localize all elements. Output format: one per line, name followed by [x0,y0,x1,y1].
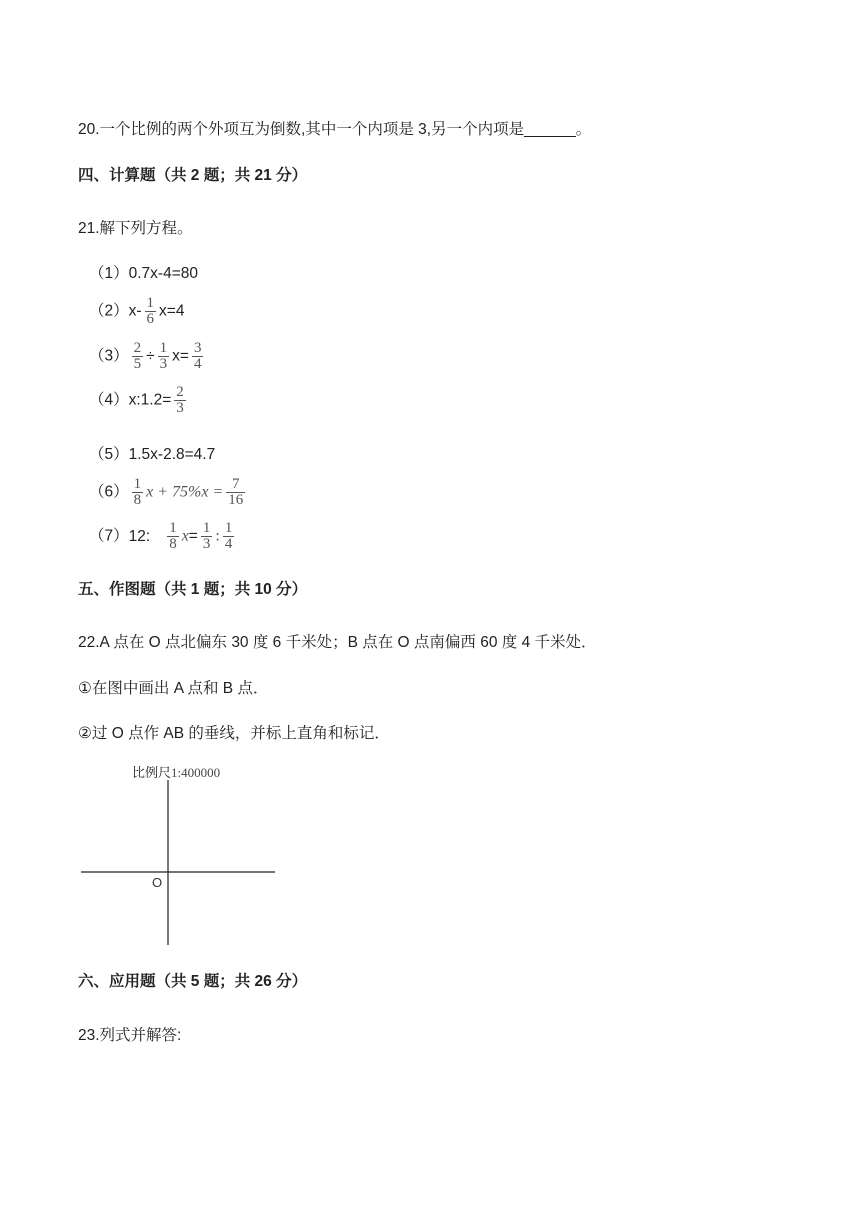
equation-3-mid: x= [172,347,189,365]
fraction-numerator: 1 [169,520,177,536]
question-23-title: 23.列式并解答: [78,1027,182,1044]
equation-2-post: x=4 [159,302,185,320]
equation-4-pre: x:1.2= [128,391,172,409]
equation-6-label: （6） [89,483,129,501]
scale-prefix: 比例尺 [132,765,172,780]
equation-4-label: （4） [89,391,129,409]
equation-2-pre: x- [128,302,142,320]
fraction-denominator: 5 [133,356,142,372]
equation-4 [89,385,189,416]
equation-3 [89,341,206,372]
equation-7-var: x [181,527,189,545]
fraction-numerator: 1 [146,295,155,311]
equation-3-label: （3） [89,347,129,365]
equation-7-pre: 12: [128,527,151,545]
equation-1 [89,261,198,283]
fraction-denominator: 3 [202,536,211,552]
equation-7-label: （7） [89,527,129,545]
equation-1-text: 0.7x-4=80 [128,265,198,282]
equation-5-text: 1.5x-2.8=4.7 [128,446,216,463]
section-heading-drawing: 五、作图题（共 1 题；共 10 分） [78,581,308,598]
fraction-denominator: 4 [193,356,202,372]
equation-3-fraction-3 [192,341,204,372]
section-heading-calculation: 四、计算题（共 2 题；共 21 分） [78,167,308,184]
equation-3-fraction-1 [132,341,144,372]
fraction-denominator: 3 [159,356,168,372]
equation-6 [89,477,248,508]
equation-5 [89,442,215,464]
fraction-numerator: 1 [133,476,142,492]
section-heading-application: 六、应用题（共 5 题；共 26 分） [78,973,308,990]
equation-6-fraction-1 [132,477,144,508]
fraction-numerator: 2 [133,340,142,356]
equation-7-fraction-2 [201,521,213,552]
equation-6-mid: x + 75%x = [146,483,224,501]
equation-2-label: （2） [89,302,129,320]
equation-2 [89,296,184,327]
fraction-numerator: 1 [159,340,168,356]
equation-7-eq: = [188,527,198,545]
fraction-denominator: 3 [176,400,184,416]
question-20: 20.一个比例的两个外项互为倒数,其中一个内项是 3,另一个内项是______。 [78,121,592,138]
origin-label: O [152,875,163,890]
fraction-denominator: 16 [228,492,244,508]
question-22-step-2: ②过 O 点作 AB 的垂线，并标上直角和标记． [78,725,390,742]
equation-7-colon: : [215,527,220,545]
fraction-numerator: 2 [176,384,184,400]
equation-5-label: （5） [89,446,129,463]
equation-4-fraction [174,385,186,416]
question-22-step-1: ①在图中画出 A 点和 B 点． [78,680,269,697]
fraction-denominator: 8 [169,536,177,552]
question-22: 22.A 点在 O 点北偏东 30 度 6 千米处；B 点在 O 点南偏西 60 度 4 千米处． [78,634,597,651]
equation-2-fraction [145,296,157,327]
fraction-numerator: 1 [224,520,233,536]
scale-value: 1:400000 [171,765,221,780]
equation-7-fraction-1 [167,521,179,552]
fraction-denominator: 4 [224,536,233,552]
equation-6-fraction-2 [226,477,245,508]
fraction-numerator: 3 [193,340,202,356]
coordinate-figure [80,760,280,950]
equation-7 [89,521,237,552]
axes-drawing [80,760,280,950]
fraction-numerator: 1 [202,520,211,536]
equation-1-label: （1） [89,265,129,282]
fraction-numerator: 7 [232,476,240,492]
equation-3-div: ÷ [146,347,155,365]
equation-3-fraction-2 [158,341,170,372]
question-21-title: 21.解下列方程。 [78,220,193,237]
fraction-denominator: 6 [146,311,155,327]
fraction-denominator: 8 [133,492,142,508]
equation-7-fraction-3 [223,521,235,552]
